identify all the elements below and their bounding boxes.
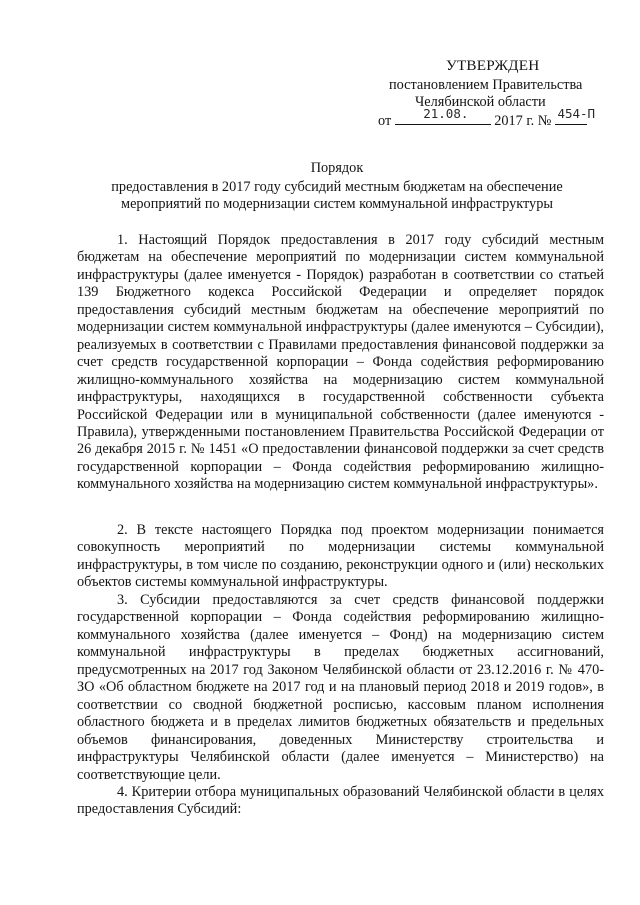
approval-year: 2017 г. № (494, 113, 552, 129)
approval-title: УТВЕРЖДЕН (446, 57, 540, 74)
paragraph-1: 1. Настоящий Порядок предоставления в 2017 году субсидий местным бюджетам на обеспечение мероприятий по модернизации систем коммунальной инфраструктуры (далее именуется - Порядок) разработан в соответствии со статьей 139 Бюджетного кодекса Российской Федерации и определяет порядок предоставления субсидий местным бюджетам на обеспечение мероприятий по модернизации систем коммунальной инфраструктуры (далее именуются – Субсидии), реализуемых в соответствии с Правилами предоставления финансовой поддержки за счет средств государственной корпорации – Фонда содействия реформированию жилищно-коммунального хозяйства на модернизацию систем коммунальной инфраструктуры, находящихся в государственной собственности субъекта Российской Федерации или в муниципальной собственности (далее именуются - Правила), утвержденными постановлением Правительства Российской Федерации от 26 декабря 2015 г. № 1451 «О предоставлении финансовой поддержки за счет средств государственной корпорации – Фонда содействия реформированию жилищно-коммунального хозяйства на модернизацию систем коммунальной инфраструктуры». (77, 232, 604, 493)
approval-region: Челябинской области (415, 94, 546, 110)
approval-authority: постановлением Правительства (389, 77, 583, 93)
approval-date-field (395, 108, 491, 125)
approval-number-handwritten: 454-П (557, 106, 596, 121)
paragraph-3: 3. Субсидии предоставляются за счет средств финансовой поддержки государственной корпорации – Фонда содействия реформированию жилищно-коммунального хозяйства (далее именуется – Фонд) на модернизацию систем коммунальной инфраструктуры в пределах бюджетных ассигнований, предусмотренных на 2017 год Законом Челябинской области от 23.12.2016 г. № 470-ЗО «Об областном бюджете на 2017 год и на плановый период 2018 и 2019 годов», в соответствии со сводной бюджетной росписью, кассовым планом исполнения областного бюджета и в пределах лимитов бюджетных обязательств и предельных объемов финансирования, доведенных Министерству строительства и инфраструктуры Челябинской области (далее именуется – Министерство) на соответствующие цели. (77, 592, 604, 783)
approval-prefix: от (378, 113, 392, 129)
approval-date-row (378, 106, 596, 129)
paragraph-4: 4. Критерии отбора муниципальных образований Челябинской области в целях предоставления Субсидий: (77, 784, 604, 818)
document-subtitle-line2: мероприятий по модернизации систем коммунальной инфраструктуры (121, 196, 553, 212)
paragraph-2: 2. В тексте настоящего Порядка под проектом модернизации понимается совокупность мероприятий по модернизации системы коммунальной инфраструктуры, в том числе по созданию, реконструкции одного и (или) нескольких объектов системы коммунальной инфраструктуры. (77, 522, 604, 591)
document-subtitle-line1: предоставления в 2017 году субсидий местным бюджетам на обеспечение (111, 179, 563, 195)
approval-date-handwritten: 21.08. (423, 106, 469, 121)
approval-number-field (555, 106, 596, 125)
document-title: Порядок (310, 160, 364, 176)
